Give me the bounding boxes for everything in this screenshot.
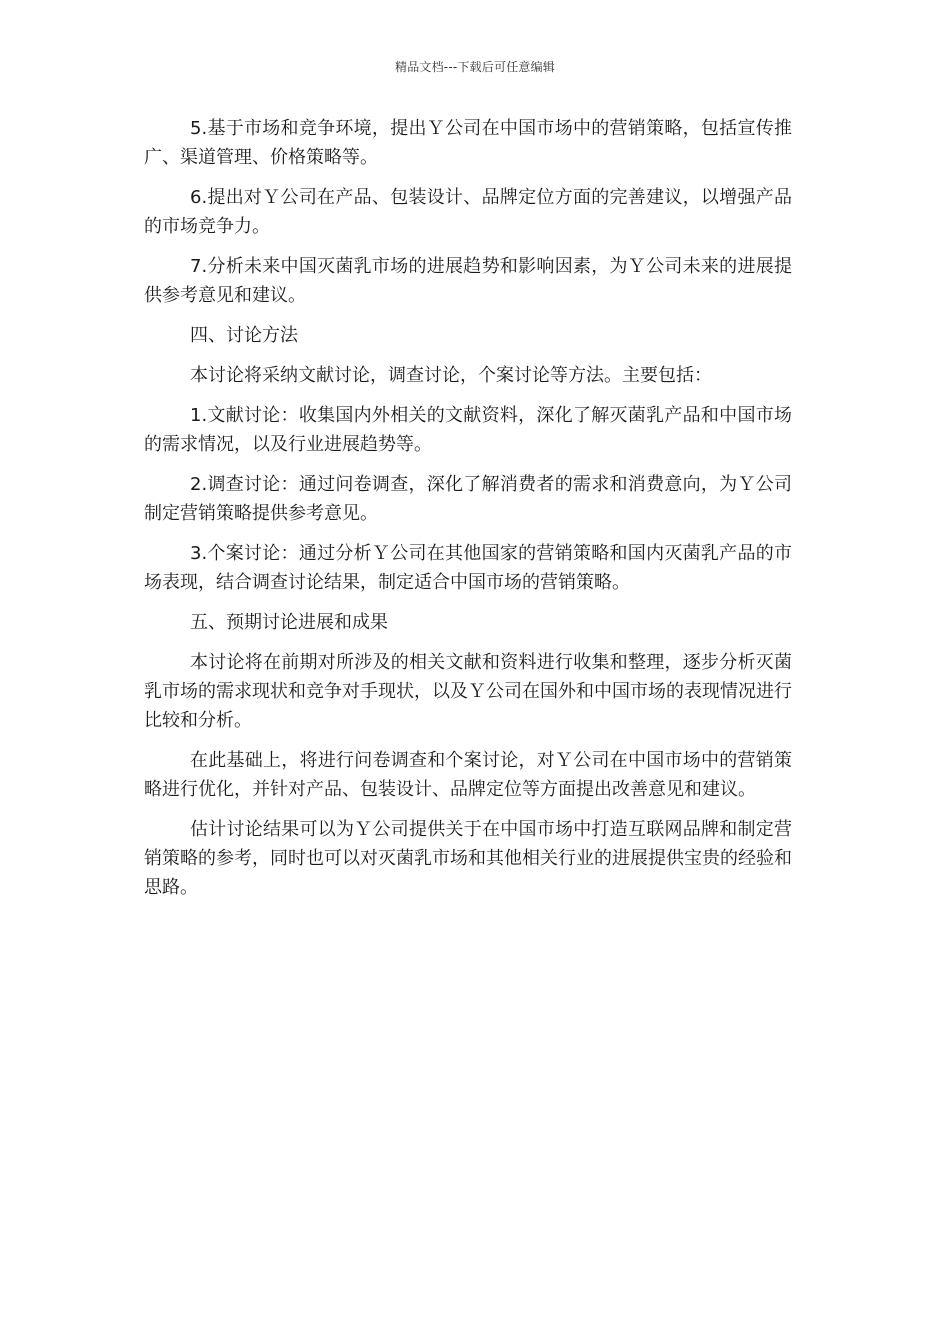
method-item-2: 2.调查讨论：通过问卷调查，深化了解消费者的需求和消费意向，为Ｙ公司制定营销策略提供参考意见。 <box>144 474 792 524</box>
section-heading-expected-results: 五、预期讨论进展和成果 <box>190 612 388 633</box>
page-header: 精品文档---下载后可任意编辑 <box>395 60 555 74</box>
document-body <box>144 114 792 913</box>
section-heading-methods: 四、讨论方法 <box>190 325 298 346</box>
methods-intro: 本讨论将采纳文献讨论，调查讨论，个案讨论等方法。主要包括： <box>190 365 712 386</box>
method-item-3: 3.个案讨论：通过分析Ｙ公司在其他国家的营销策略和国内灭菌乳产品的市场表现，结合调查讨论结果，制定适合中国市场的营销策略。 <box>144 543 792 593</box>
results-paragraph-2: 在此基础上，将进行问卷调查和个案讨论，对Ｙ公司在中国市场中的营销策略进行优化，并针对产品、包装设计、品牌定位等方面提出改善意见和建议。 <box>144 750 792 800</box>
results-paragraph-1: 本讨论将在前期对所涉及的相关文献和资料进行收集和整理，逐步分析灭菌乳市场的需求现状和竞争对手现状，以及Ｙ公司在国外和中国市场的表现情况进行比较和分析。 <box>144 652 792 731</box>
results-paragraph-3: 估计讨论结果可以为Ｙ公司提供关于在中国市场中打造互联网品牌和制定营销策略的参考，同时也可以对灭菌乳市场和其他相关行业的进展提供宝贵的经验和思路。 <box>144 819 792 898</box>
objective-item-6: 6.提出对Ｙ公司在产品、包装设计、品牌定位方面的完善建议，以增强产品的市场竞争力。 <box>144 187 792 237</box>
objective-item-5: 5.基于市场和竞争环境，提出Ｙ公司在中国市场中的营销策略，包括宣传推广、渠道管理、价格策略等。 <box>144 118 792 168</box>
objective-item-7: 7.分析未来中国灭菌乳市场的进展趋势和影响因素，为Ｙ公司未来的进展提供参考意见和建议。 <box>144 256 792 306</box>
method-item-1: 1.文献讨论：收集国内外相关的文献资料，深化了解灭菌乳产品和中国市场的需求情况，以及行业进展趋势等。 <box>144 405 792 455</box>
